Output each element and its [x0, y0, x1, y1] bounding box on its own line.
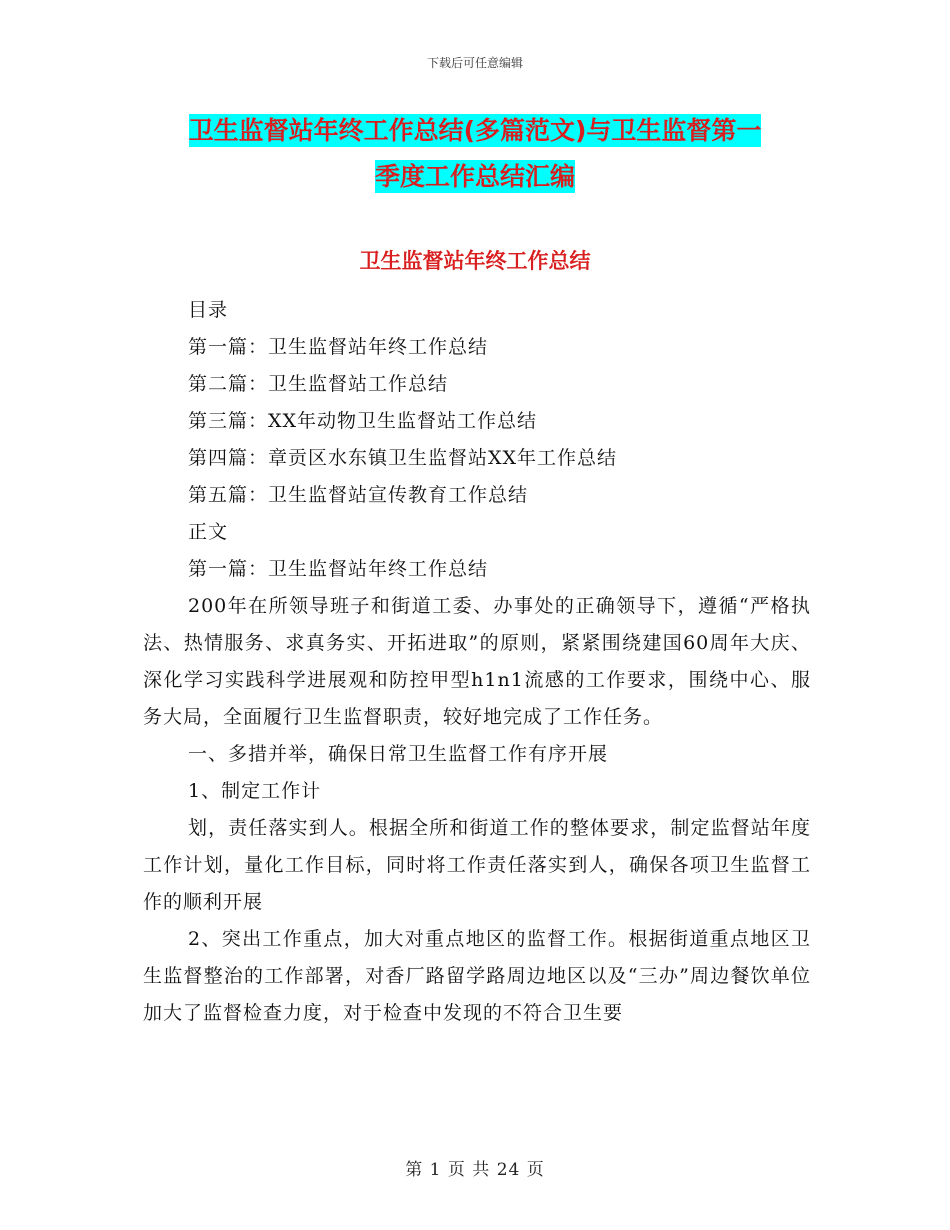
toc-item: 第五篇：卫生监督站宣传教育工作总结: [188, 484, 529, 506]
intro-paragraph: 200年在所领导班子和街道工委、办事处的正确领导下，遵循“严格执法、热情服务、求真务实、开拓进取”的原则，紧紧围绕建国60周年大庆、深化学习实践科学进展观和防控甲型h1n1流感的工作要求，围绕中心、服务大局，全面履行卫生监督职责，较好地完成了工作任务。: [143, 595, 811, 728]
document-title-line-1: 卫生监督站年终工作总结(多篇范文)与卫生监督第一: [188, 116, 762, 145]
toc-item: 第二篇：卫生监督站工作总结: [188, 373, 449, 395]
page-footer: 第 1 页 共 24 页: [405, 1160, 545, 1180]
item-paragraph: 划，责任落实到人。根据全所和街道工作的整体要求，制定监督站年度工作计划，量化工作目标，同时将工作责任落实到人，确保各项卫生监督工作的顺利开展: [143, 817, 811, 913]
section-title: 卫生监督站年终工作总结: [359, 249, 591, 273]
toc-item: 第一篇：卫生监督站年终工作总结: [188, 336, 489, 358]
section-heading: 一、多措并举，确保日常卫生监督工作有序开展: [188, 743, 609, 765]
toc-item: 第四篇：章贡区水东镇卫生监督站XX年工作总结: [188, 447, 618, 469]
item-heading: 1、制定工作计: [188, 780, 322, 802]
body-label: 正文: [188, 521, 229, 543]
toc-heading: 目录: [188, 299, 229, 321]
document-title: [0, 108, 950, 200]
chapter-heading: 第一篇：卫生监督站年终工作总结: [188, 558, 489, 580]
document-body: [143, 292, 811, 1032]
toc-item: 第三篇：XX年动物卫生监督站工作总结: [188, 410, 538, 432]
document-title-line-2: 季度工作总结汇编: [374, 162, 575, 191]
item-paragraph: 2、突出工作重点，加大对重点地区的监督工作。根据街道重点地区卫生监督整治的工作部署，对香厂路留学路周边地区以及“三办”周边餐饮单位加大了监督检查力度，对于检查中发现的不符合卫生要: [143, 928, 811, 1024]
page-header-note: 下载后可任意编辑: [426, 56, 523, 70]
